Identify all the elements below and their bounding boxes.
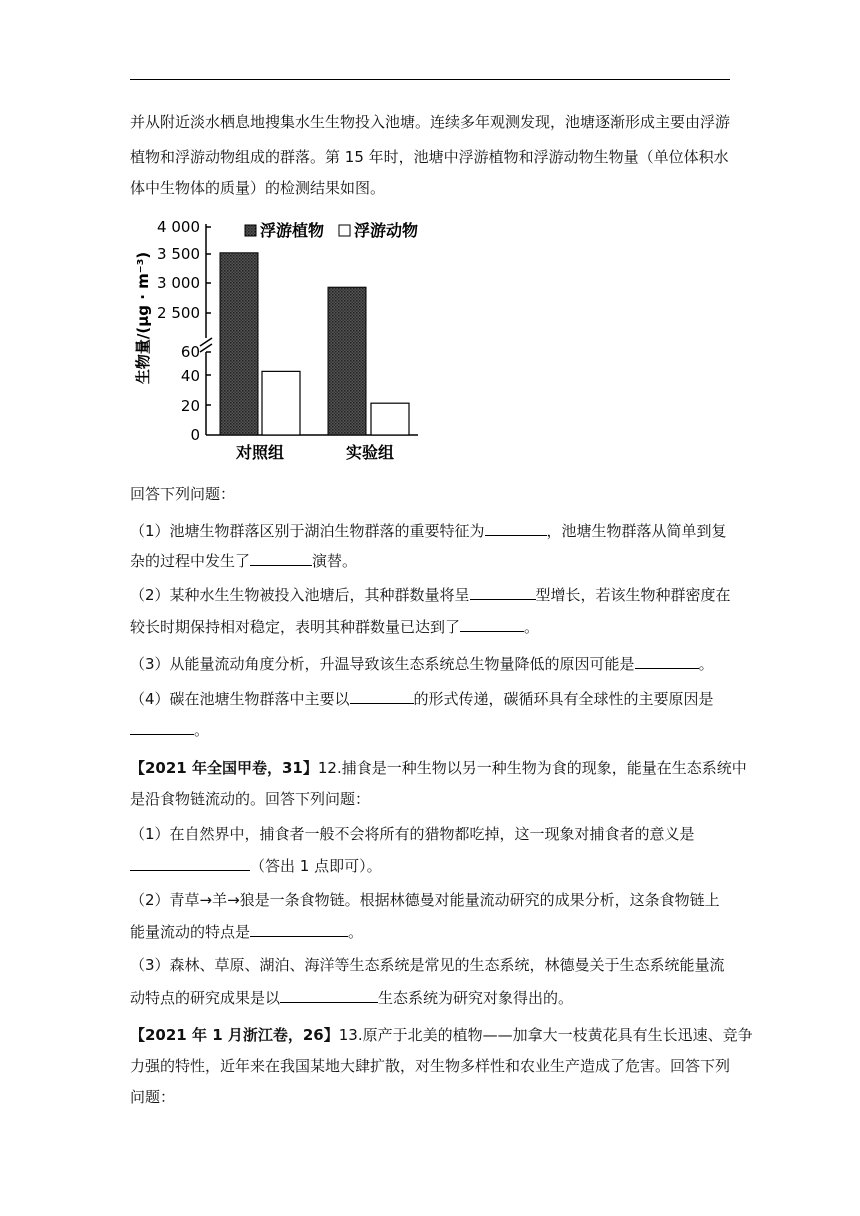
problem-12-line-2: 是沿食物链流动的。回答下列问题： [130, 790, 371, 808]
y-tick-label: 2 500 [157, 304, 200, 322]
legend-swatch-zooplankton [339, 225, 350, 236]
bar-phytoplankton-experiment [328, 287, 366, 435]
legend-swatch-phytoplankton [245, 225, 256, 236]
q3-line: （3）从能量流动角度分析，升温导致该生态系统总生物量降低的原因可能是 。 [130, 655, 714, 673]
y-tick-label: 60 [180, 343, 200, 361]
q2-line-1: （2）某种水生生物被投入池塘后，其种群数量将呈 型增长，若该生物种群密度在 [130, 586, 731, 604]
answer-blank[interactable] [350, 688, 414, 704]
header-rule [130, 79, 730, 80]
answer-blank[interactable] [130, 855, 250, 871]
p12-q3-line-1: （3）森林、草原、湖泊、海洋等生态系统是常见的生态系统，林德曼关于生态系统能量流 [130, 956, 725, 974]
p12-q2-line-1: （2）青草→羊→狼是一条食物链。根据林德曼对能量流动研究的成果分析，这条食物链上 [130, 891, 720, 909]
p12-q3-line-2: 动特点的研究成果是以 生态系统为研究对象得出的。 [130, 989, 574, 1007]
problem-13-line-2: 力强的特性，近年来在我国某地大肆扩散，对生物多样性和农业生产造成了危害。回答下列 [130, 1057, 731, 1075]
q1-line-2: 杂的过程中发生了 演替。 [130, 552, 358, 570]
y-tick-label: 40 [180, 367, 200, 385]
answer-blank[interactable] [485, 520, 547, 536]
questions-intro: 回答下列问题： [130, 485, 236, 503]
problem-13-line-3: 问题： [130, 1088, 176, 1106]
bar-phytoplankton-control [220, 253, 258, 435]
problem-13-line-1: 【2021 年 1 月浙江卷，26】13.原产于北美的植物——加拿大一枝黄花具有生长迅速、竞争 [130, 1026, 753, 1044]
p12-q1-line-2: （答出 1 点即可）。 [130, 855, 730, 876]
answer-blank[interactable] [470, 584, 536, 600]
q4-line-2: 。 [130, 719, 730, 740]
q2-line-2: 较长时期保持相对稳定，表明其种群数量已达到了 。 [130, 618, 540, 636]
answer-blank[interactable] [250, 550, 312, 566]
intro-line-2: 植物和浮游动物组成的群落。第 15 年时，池塘中浮游植物和浮游动物生物量（单位体积水 [130, 148, 729, 166]
bar-zooplankton-experiment [371, 403, 409, 435]
bar-zooplankton-control [262, 371, 300, 435]
y-tick-label: 3 500 [157, 245, 200, 263]
answer-blank[interactable] [635, 653, 699, 669]
answer-blank[interactable] [460, 616, 524, 632]
answer-blank[interactable] [130, 719, 194, 735]
x-category-label: 实验组 [345, 443, 395, 462]
biomass-bar-chart [128, 210, 428, 464]
problem-12-line-1: 【2021 年全国甲卷，31】12.捕食是一种生物以另一种生物为食的现象，能量在生态系统中 [130, 759, 747, 777]
y-tick-label: 0 [190, 426, 200, 444]
q4-line-1: （4）碳在池塘生物群落中主要以 的形式传递，碳循环具有全球性的主要原因是 [130, 690, 714, 708]
intro-line-3: 体中生物体的质量）的检测结果如图。 [130, 179, 386, 197]
y-tick-label: 3 000 [157, 274, 200, 292]
legend-label-phytoplankton: 浮游植物 [260, 221, 325, 240]
answer-blank[interactable] [250, 921, 348, 937]
y-tick-label: 20 [180, 397, 200, 415]
p12-q2-line-2: 能量流动的特点是 。 [130, 923, 364, 941]
y-axis-label: 生物量/(μg · m⁻³) [134, 251, 152, 385]
answer-blank[interactable] [280, 987, 378, 1003]
legend-label-zooplankton: 浮游动物 [354, 221, 419, 240]
x-category-label: 对照组 [235, 443, 285, 462]
intro-line-1: 并从附近淡水栖息地搜集水生生物投入池塘。连续多年观测发现，池塘逐渐形成主要由浮游 [130, 113, 731, 131]
p12-q1-line-1: （1）在自然界中，捕食者一般不会将所有的猎物都吃掉，这一现象对捕食者的意义是 [130, 825, 695, 843]
y-tick-label: 4 000 [157, 218, 200, 236]
q1-line-1: （1）池塘生物群落区别于湖泊生物群落的重要特征为 ，池塘生物群落从简单到复 [130, 522, 727, 540]
